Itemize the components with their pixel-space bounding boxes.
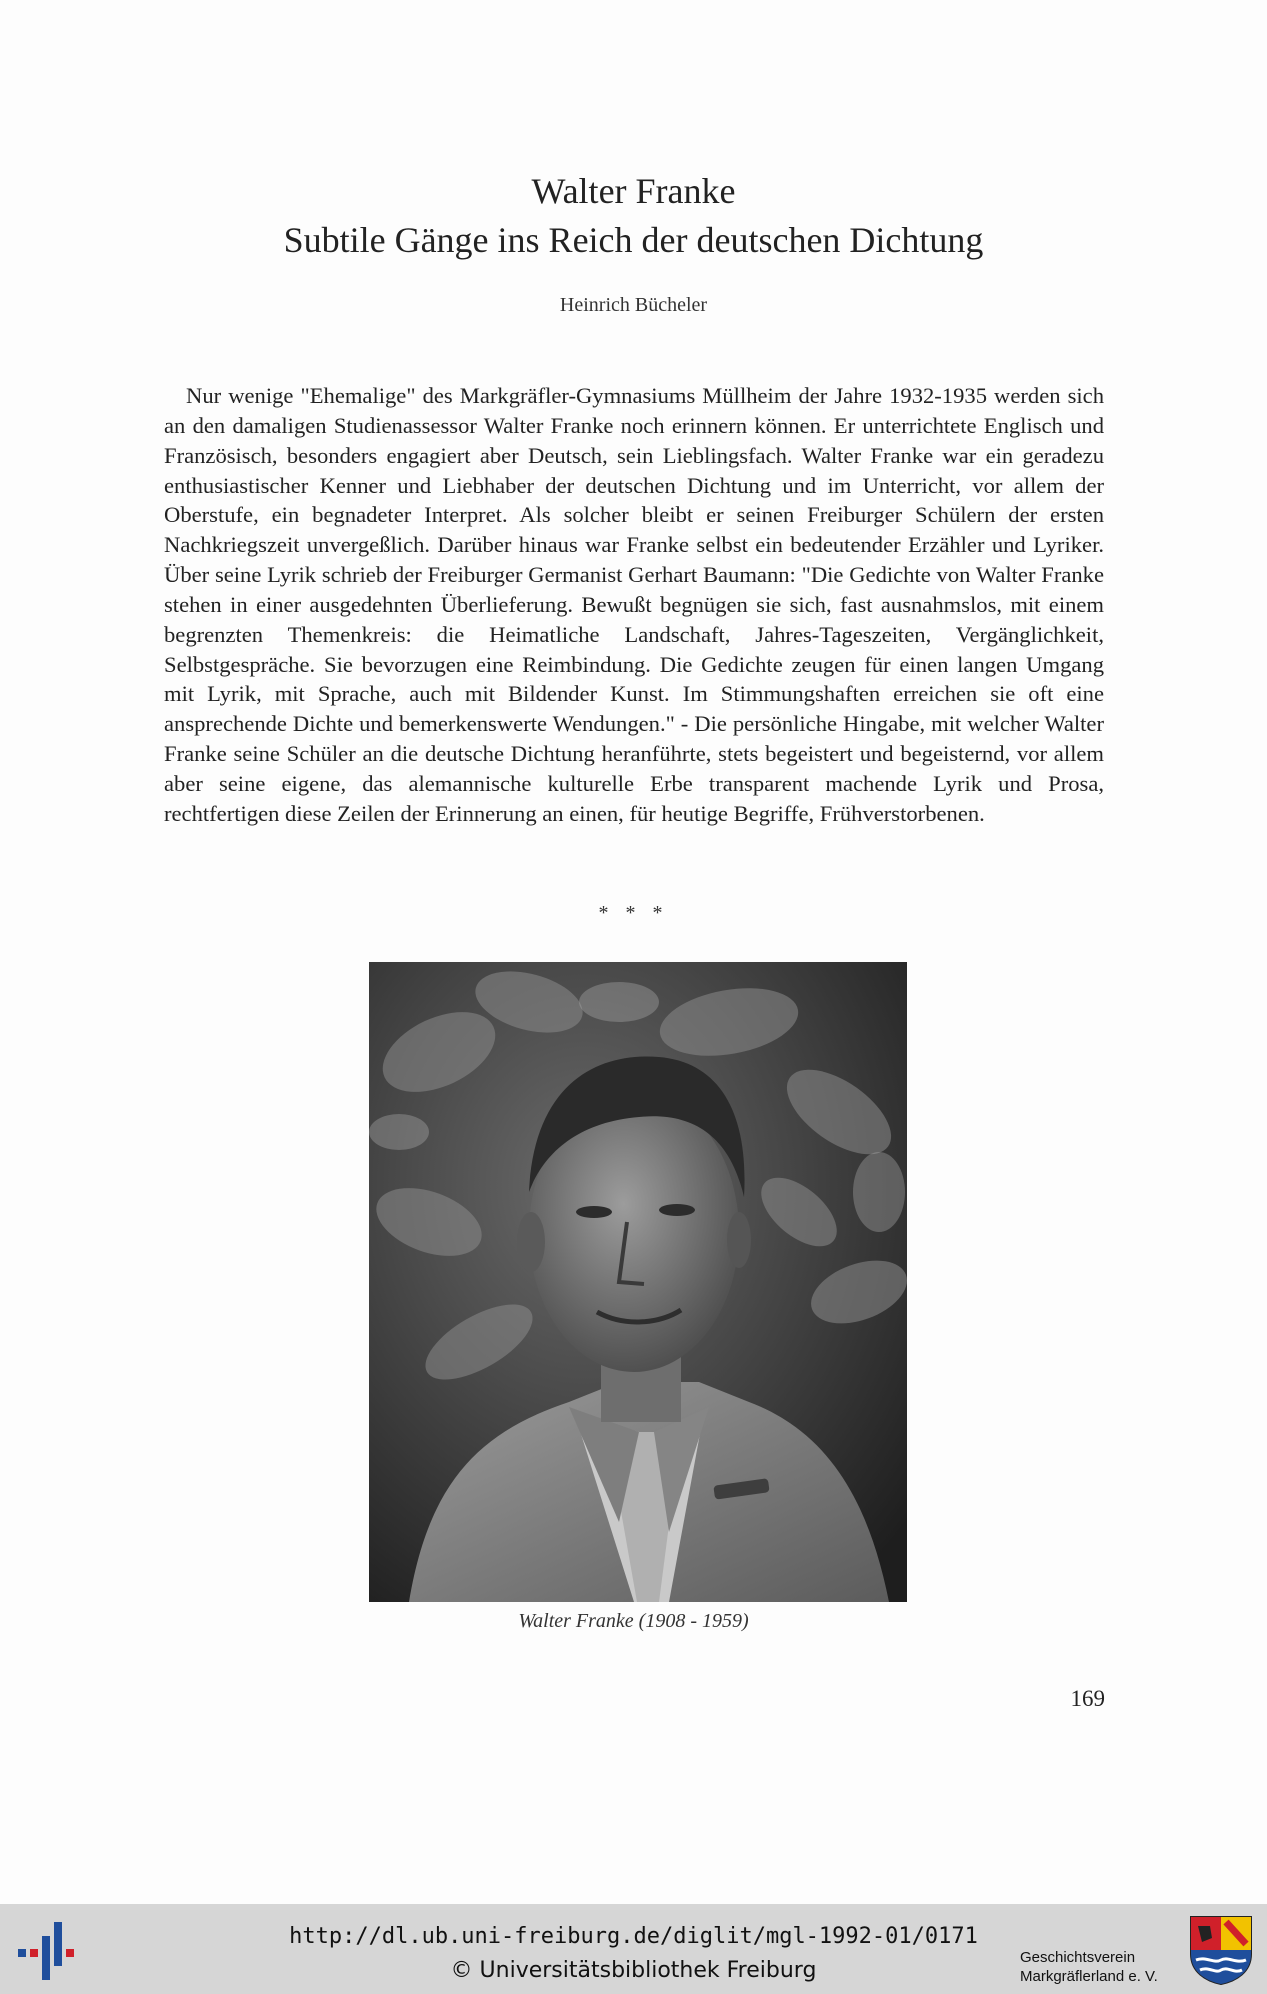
article-subtitle: Subtile Gänge ins Reich der deutschen Dichtung bbox=[283, 220, 984, 260]
copyright-notice: © Universitätsbibliothek Freiburg bbox=[450, 1958, 817, 1983]
portrait-photo-image bbox=[369, 962, 907, 1602]
section-separator: * * * bbox=[598, 902, 669, 924]
footer-bar bbox=[0, 1904, 1267, 1994]
source-url-link[interactable]: http://dl.ub.uni-freiburg.de/diglit/mgl-1992-01/0171 bbox=[289, 1924, 978, 1949]
article-body-paragraph: Nur wenige "Ehemalige" des Markgräfler-Gymnasiums Müllheim der Jahre 1932-1935 werden sich an den damaligen Studienassessor Walter Franke noch erinnern können. Er unterrichtete Englisch und Französisch, besonders engagiert aber Deutsch, sein Lieblingsfach. Walter Franke war ein geradezu enthusiastischer Kenner und Liebhaber der deutschen Dichtung und im Unterricht, vor allem der Oberstufe, ein begnadeter Interpret. Als solcher bleibt er seinen Freiburger Schülern der ersten Nachkriegszeit unvergeßlich. Darüber hinaus war Franke selbst ein bedeutender Erzähler und Lyriker. Über seine Lyrik schrieb der Freiburger Germanist Gerhart Baumann: "Die Gedichte von Walter Franke stehen in einer ausgedehnten Überlieferung. Bewußt begnügen sie sich, fast ausnahmslos, mit einem begrenzten Themenkreis: die Heimatliche Landschaft, Jahres-Tageszeiten, Vergänglichkeit, Selbstgespräche. Sie bevorzugen eine Reimbindung. Die Gedichte zeugen für einen langen Umgang mit Lyrik, mit Sprache, auch mit Bildender Kunst. Im Stimmungshaften erreichen sie oft eine ansprechende Dichte und bemerkenswerte Wendungen." - Die persönliche Hingabe, mit welcher Walter Franke seine Schüler an die deutsche Dichtung heranführte, stets begeistert und begeisternd, vor allem aber seine eigene, das alemannische kulturelle Erbe transparent machende Lyrik und Prosa, rechtfertigen diese Zeilen der Erinnerung an einen, für heutige Begriffe, Frühverstorbenen. bbox=[164, 383, 1104, 826]
portrait-photo bbox=[369, 962, 907, 1602]
photo-caption: Walter Franke (1908 - 1959) bbox=[518, 1610, 749, 1632]
society-name-line2: Markgräflerland e. V. bbox=[1020, 1968, 1158, 1985]
society-name-line1: Geschichtsverein bbox=[1020, 1949, 1136, 1966]
page-number: 169 bbox=[1070, 1686, 1105, 1711]
article-title: Walter Franke bbox=[531, 171, 736, 211]
article-author: Heinrich Bücheler bbox=[559, 294, 708, 316]
coat-of-arms-icon bbox=[1188, 1914, 1254, 1986]
society-name bbox=[1020, 1948, 1180, 1986]
